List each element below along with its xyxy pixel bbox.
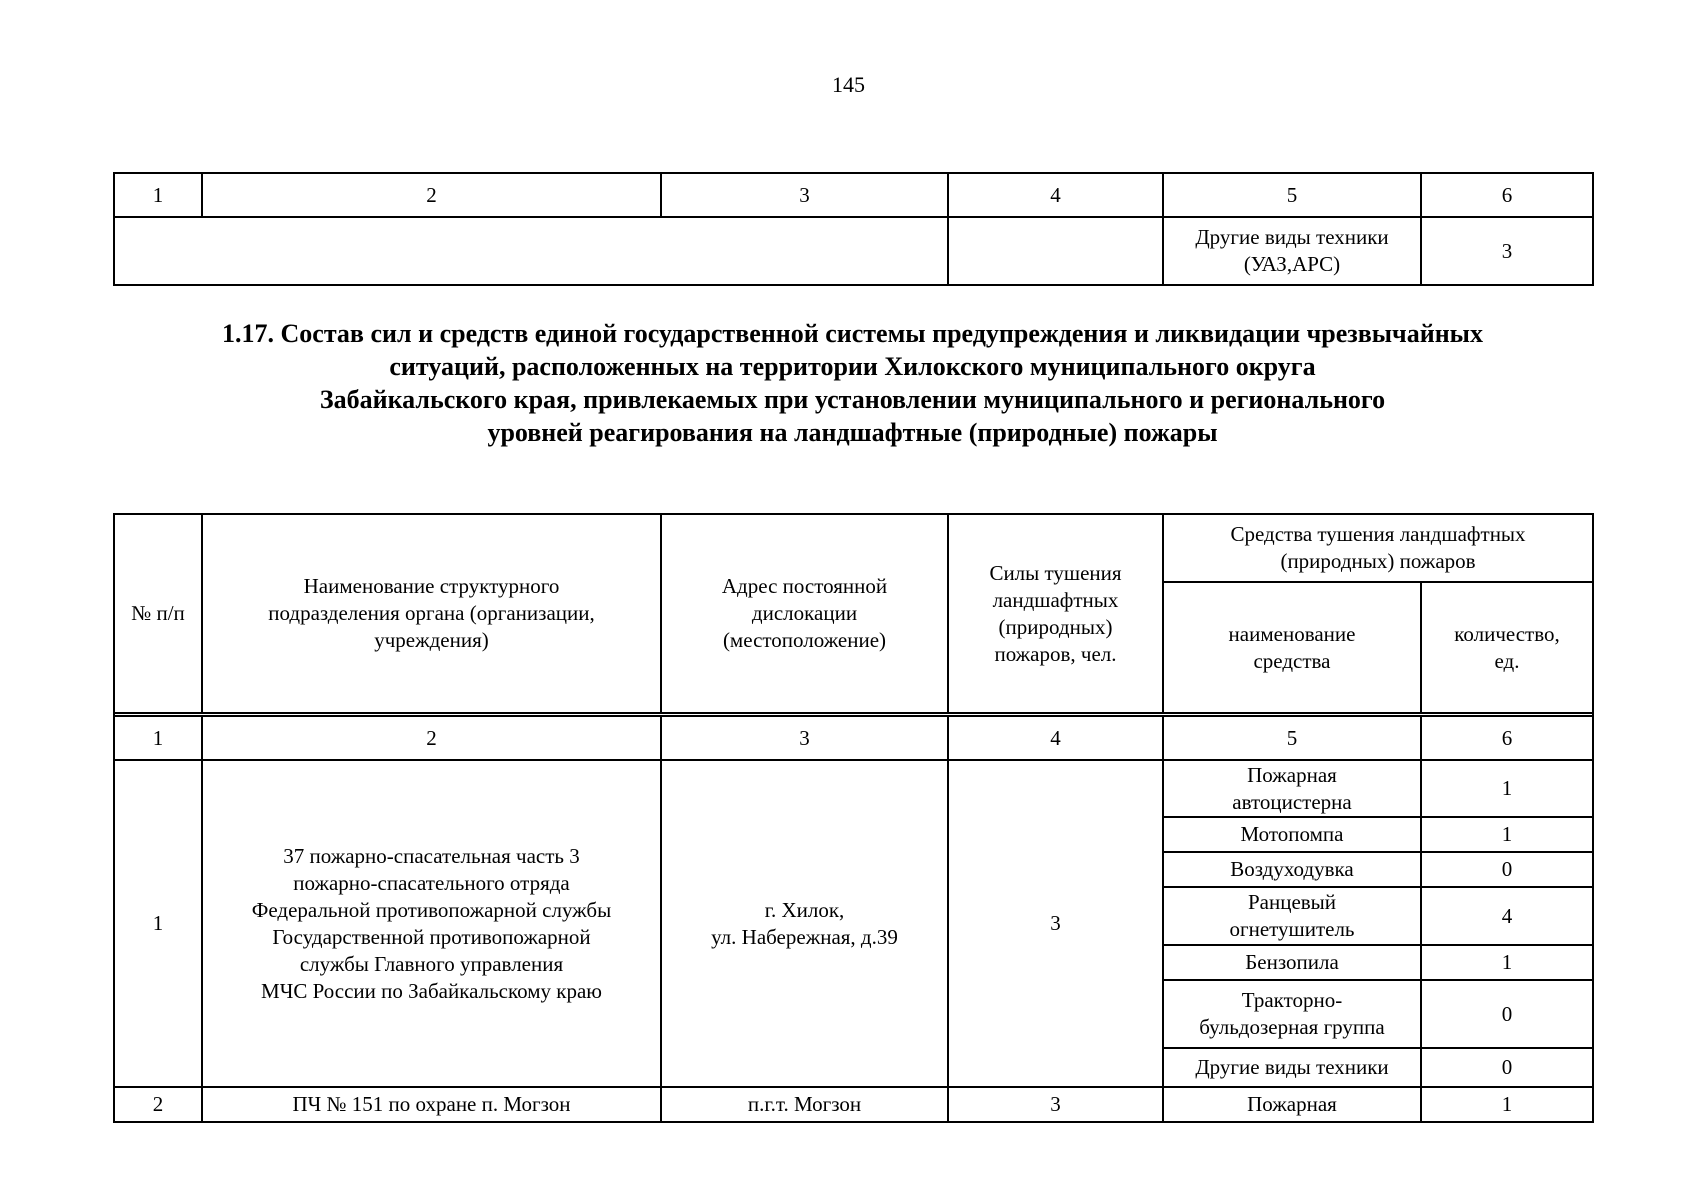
col-number: 3 xyxy=(661,716,948,760)
means-name-line: бульдозерная группа xyxy=(1199,1015,1385,1039)
org-line: Государственной противопожарной xyxy=(272,924,591,949)
col-number: 1 xyxy=(114,173,202,217)
empty-cell xyxy=(948,217,1163,285)
header-num: № п/п xyxy=(114,514,202,713)
header-text: (природных) xyxy=(998,614,1113,639)
header-text: средства xyxy=(1253,648,1331,673)
col-number: 4 xyxy=(948,716,1163,760)
means-name-line: Пожарная xyxy=(1247,762,1337,787)
header-address xyxy=(661,514,948,713)
means-name-cell xyxy=(1163,217,1421,285)
header-text: пожаров, чел. xyxy=(994,641,1117,666)
means-count: 0 xyxy=(1421,1048,1593,1087)
col-number: 2 xyxy=(202,173,661,217)
means-name: Бензопила xyxy=(1163,945,1421,980)
column-number-row xyxy=(114,173,1593,217)
header-text: Средства тушения ландшафтных xyxy=(1230,522,1526,546)
col-number: 6 xyxy=(1421,173,1593,217)
page-number: 145 xyxy=(832,72,865,97)
means-name: Мотопомпа xyxy=(1163,817,1421,852)
org-name xyxy=(202,760,661,1087)
means-name: Другие виды техники xyxy=(1163,1048,1421,1087)
header-text: подразделения органа (организации, xyxy=(268,601,595,625)
means-name-line: автоцистерна xyxy=(1232,789,1352,814)
title-line: уровней реагирования на ландшафтные (природные) пожары xyxy=(487,418,1218,447)
table-row xyxy=(114,1087,1593,1122)
section-title xyxy=(113,317,1592,449)
means-name: Другие виды техники xyxy=(1195,225,1389,249)
means-count: 0 xyxy=(1421,980,1593,1048)
means-count: 1 xyxy=(1421,760,1593,817)
header-row xyxy=(114,514,1593,582)
title-line: Забайкальского края, привлекаемых при установлении муниципального и регионального xyxy=(319,385,1386,414)
col-number: 5 xyxy=(1163,173,1421,217)
forces-table xyxy=(113,513,1594,1123)
forces-count: 3 xyxy=(948,760,1163,1087)
header-text: (природных) пожаров xyxy=(1280,549,1476,573)
address xyxy=(661,760,948,1087)
col-number: 3 xyxy=(661,173,948,217)
org-line: Федеральной противопожарной службы xyxy=(251,897,612,922)
means-name xyxy=(1163,760,1421,817)
header-means-count xyxy=(1421,582,1593,713)
address-line: ул. Набережная, д.39 xyxy=(711,924,898,949)
means-name: Воздуходувка xyxy=(1163,852,1421,887)
col-number: 5 xyxy=(1163,716,1421,760)
col-number: 6 xyxy=(1421,716,1593,760)
continuation-table xyxy=(113,172,1594,286)
org-line: МЧС России по Забайкальскому краю xyxy=(261,978,602,1003)
means-name: Пожарная xyxy=(1163,1087,1421,1122)
col-number: 2 xyxy=(202,716,661,760)
means-count: 0 xyxy=(1421,852,1593,887)
row-number: 1 xyxy=(114,760,202,1087)
title-line: 1.17. Состав сил и средств единой государственной системы предупреждения и ликвидации чрезвычайных xyxy=(222,319,1483,348)
column-number-row xyxy=(114,716,1593,760)
col-number: 4 xyxy=(948,173,1163,217)
org-name: ПЧ № 151 по охране п. Могзон xyxy=(202,1087,661,1122)
header-means-name xyxy=(1163,582,1421,713)
means-name: (УАЗ,АРС) xyxy=(1243,252,1341,276)
address: п.г.т. Могзон xyxy=(661,1087,948,1122)
header-text: дислокации xyxy=(751,601,858,625)
header-text: количество, xyxy=(1454,621,1560,646)
forces-count: 3 xyxy=(948,1087,1163,1122)
means-name xyxy=(1163,980,1421,1048)
means-count: 1 xyxy=(1421,1087,1593,1122)
header-org xyxy=(202,514,661,713)
title-line: ситуаций, расположенных на территории Хилокского муниципального округа xyxy=(389,352,1316,381)
header-text: ед. xyxy=(1494,648,1520,673)
means-name-line: огнетушитель xyxy=(1229,917,1355,941)
header-text: Наименование структурного xyxy=(303,574,560,598)
org-line: 37 пожарно-спасательная часть 3 xyxy=(283,843,580,868)
col-number: 1 xyxy=(114,716,202,760)
means-count: 1 xyxy=(1421,945,1593,980)
org-line: пожарно-спасательного отряда xyxy=(293,870,570,895)
means-count: 1 xyxy=(1421,817,1593,852)
table-row xyxy=(114,217,1593,285)
means-name-line: Ранцевый xyxy=(1247,890,1337,914)
header-forces xyxy=(948,514,1163,713)
means-name xyxy=(1163,887,1421,945)
header-text: учреждения) xyxy=(374,628,489,652)
empty-cell xyxy=(114,217,948,285)
header-text: наименование xyxy=(1228,621,1356,646)
row-number: 2 xyxy=(114,1087,202,1122)
header-text: Адрес постоянной xyxy=(721,574,888,598)
means-name-line: Тракторно- xyxy=(1241,988,1343,1012)
header-means xyxy=(1163,514,1593,582)
means-count-cell: 3 xyxy=(1421,217,1593,285)
header-text: Силы тушения xyxy=(989,560,1122,585)
table-row xyxy=(114,760,1593,817)
header-text: (местоположение) xyxy=(722,628,887,652)
org-line: службы Главного управления xyxy=(299,951,564,976)
header-text: ландшафтных xyxy=(992,587,1119,612)
means-count: 4 xyxy=(1421,887,1593,945)
address-line: г. Хилок, xyxy=(764,897,845,922)
